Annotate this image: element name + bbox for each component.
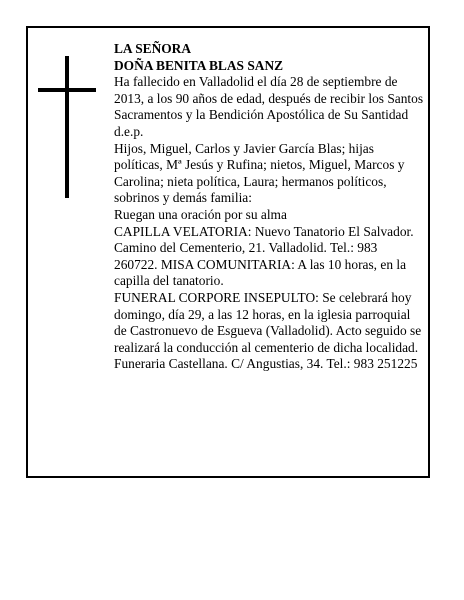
deceased-name: DOÑA BENITA BLAS SANZ bbox=[114, 57, 284, 73]
notice-text bbox=[114, 41, 424, 373]
cross-icon bbox=[38, 56, 96, 198]
obituary-notice bbox=[26, 26, 430, 478]
cross-vertical-bar bbox=[65, 56, 69, 198]
cross-horizontal-bar bbox=[38, 88, 96, 92]
notice-heading: LA SEÑORA bbox=[114, 41, 192, 56]
wake-chapel-info: CAPILLA VELATORIA: Nuevo Tanatorio El Salvador. Camino del Cementerio, 21. Valladolid. Tel.: 983 260722. MISA COMUNITARIA: A las 10 horas, en la capilla del tanatorio. bbox=[114, 223, 414, 289]
rip-abbreviation: d.e.p. bbox=[114, 123, 144, 139]
funeral-info: FUNERAL CORPORE INSEPULTO: Se celebrará hoy domingo, día 29, a las 12 horas, en la iglesia parroquial de Castronuevo de Esgueva (Valladolid). Acto seguido se realizará la conducción al cementerio de dicha localidad. bbox=[114, 289, 422, 355]
funeral-home-info: Funeraria Castellana. C/ Angustias, 34. Tel.: 983 251225 bbox=[114, 356, 418, 372]
prayer-request: Ruegan una oración por su alma bbox=[114, 206, 287, 222]
death-announcement: Ha fallecido en Valladolid el día 28 de septiembre de 2013, a los 90 años de edad, después de recibir los Santos Sacramentos y la Bendición Apostólica de Su Santidad bbox=[114, 74, 424, 123]
family-list: Hijos, Miguel, Carlos y Javier García Blas; hijas políticas, Mª Jesús y Rufina; nietos, Miguel, Marcos y Carolina; nieta política, Laura; hermanos políticos, sobrinos y demás familia: bbox=[114, 140, 405, 206]
